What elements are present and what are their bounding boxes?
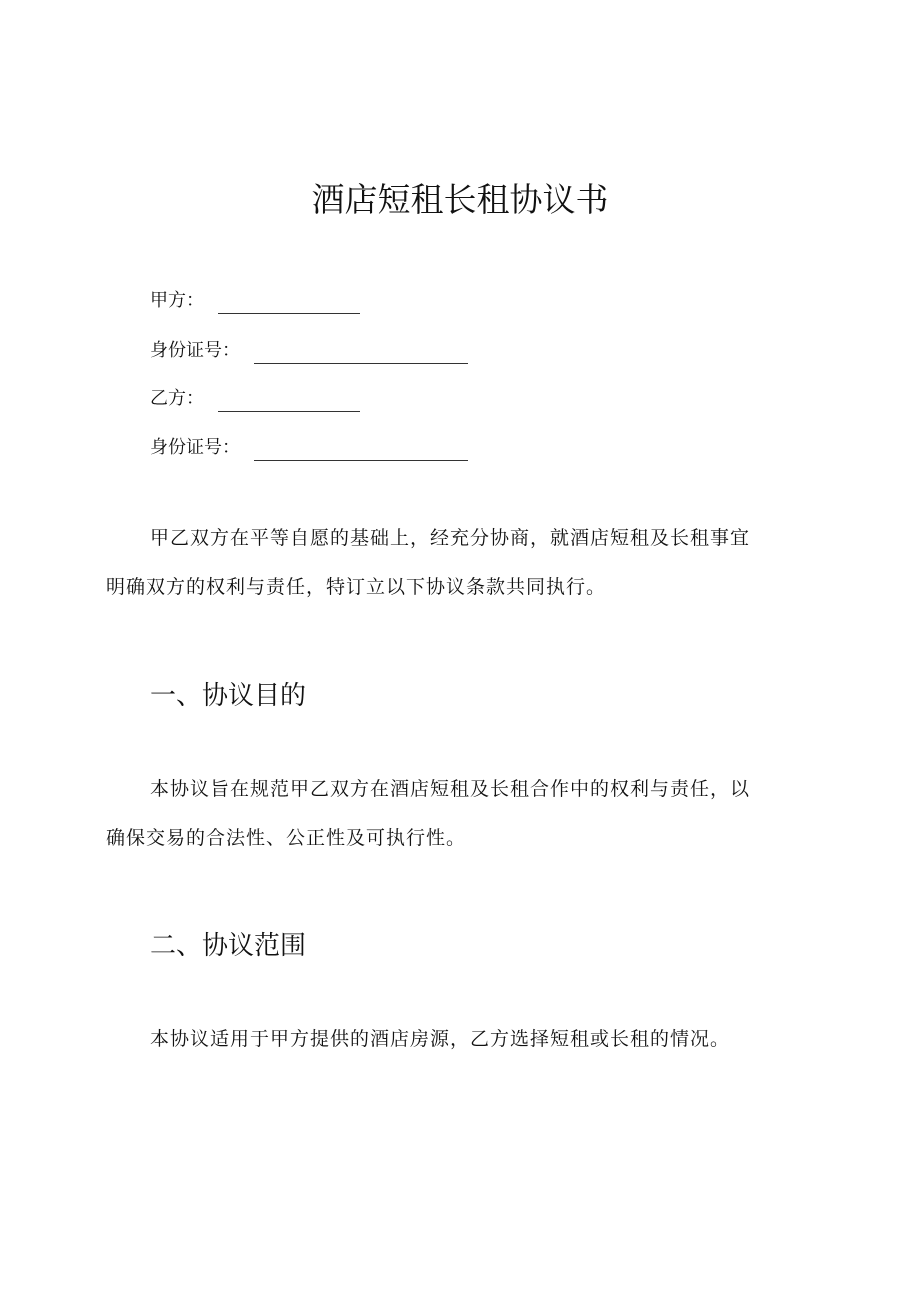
id-a-blank-line — [254, 343, 468, 364]
intro-line-1: 甲乙双方在平等自愿的基础上，经充分协商，就酒店短租及长租事宜 — [150, 527, 751, 549]
id-b-label: 身份证号： — [150, 437, 240, 458]
id-a-label: 身份证号： — [150, 340, 240, 361]
party-b-blank-line — [218, 391, 360, 412]
id-a-field — [150, 338, 468, 364]
party-a-label: 甲方： — [150, 290, 204, 311]
intro-paragraph — [106, 514, 810, 612]
party-b-label: 乙方： — [150, 388, 204, 409]
section-2-line-1: 本协议适用于甲方提供的酒店房源，乙方选择短租或长租的情况。 — [150, 1028, 731, 1050]
section-1-heading: 一、协议目的 — [150, 681, 307, 711]
party-a-blank-line — [218, 293, 360, 314]
party-a-field — [150, 288, 360, 314]
party-b-field — [150, 386, 360, 412]
section-2-heading: 二、协议范围 — [150, 931, 307, 961]
document-title: 酒店短租长租协议书 — [311, 180, 609, 219]
id-b-field — [150, 435, 468, 461]
section-1-line-1: 本协议旨在规范甲乙双方在酒店短租及长租合作中的权利与责任，以 — [150, 778, 751, 800]
section-1-line-2: 确保交易的合法性、公正性及可执行性。 — [106, 827, 467, 849]
section-1-paragraph — [106, 765, 810, 863]
id-b-blank-line — [254, 440, 468, 461]
intro-line-2: 明确双方的权利与责任，特订立以下协议条款共同执行。 — [106, 576, 607, 598]
section-2-paragraph — [150, 1015, 810, 1064]
